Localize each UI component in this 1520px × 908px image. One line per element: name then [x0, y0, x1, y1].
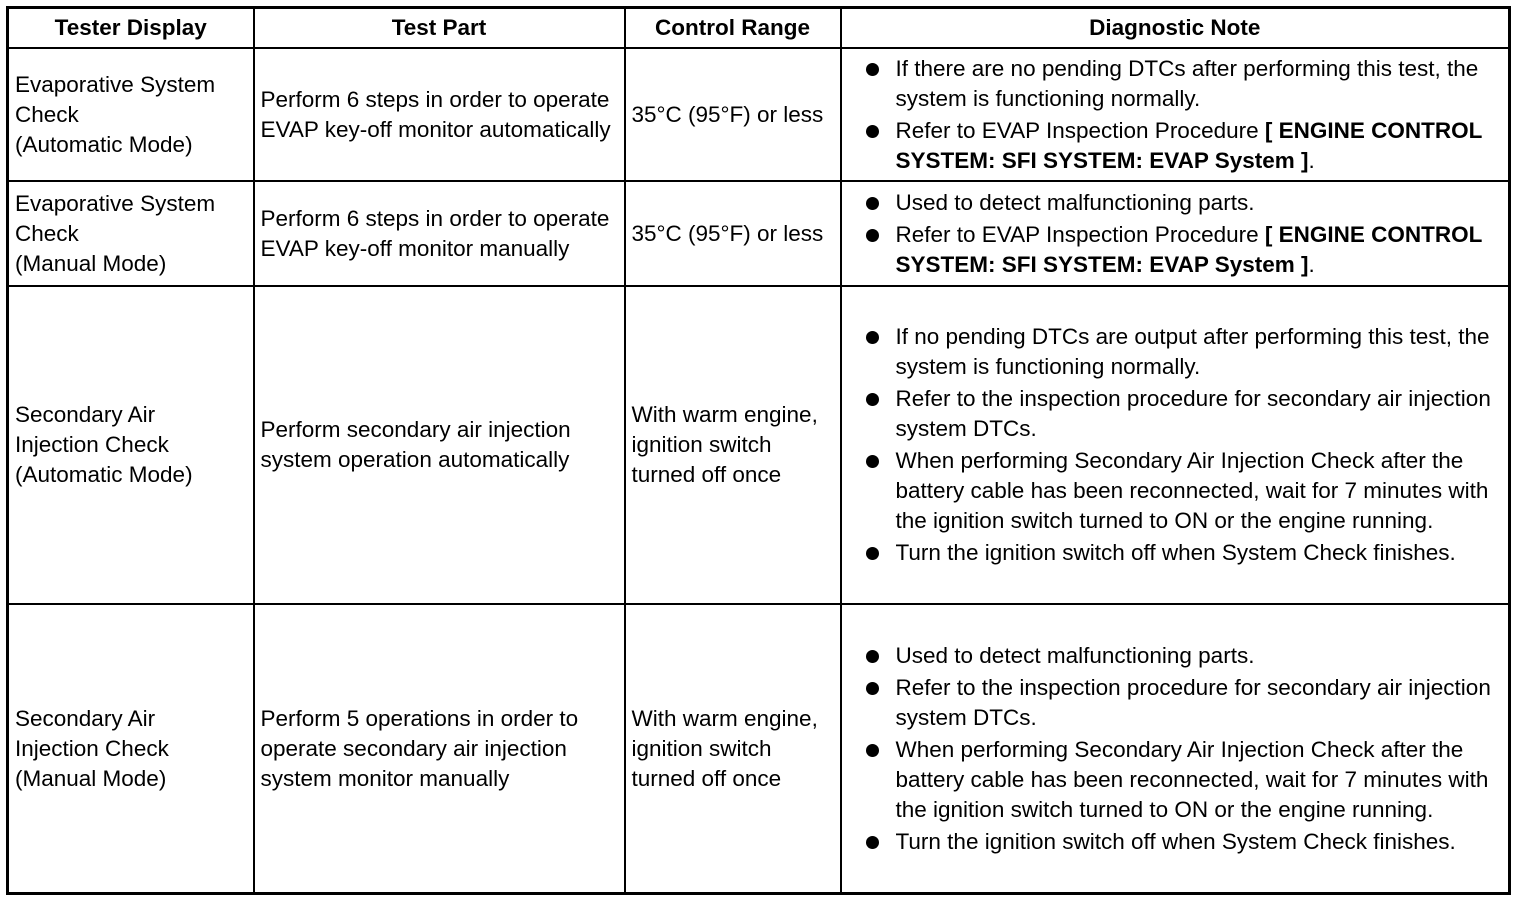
note-item: [848, 322, 1503, 382]
note-text-suffix: .: [1308, 251, 1315, 277]
tester-display-cell: Secondary Air Injection Check (Manual Mode): [8, 604, 254, 894]
note-text: Refer to the inspection procedure for secondary air injection system DTCs.: [895, 674, 1491, 730]
bullet-icon: [866, 547, 879, 560]
bullet-icon: [866, 229, 879, 242]
bullet-icon: [866, 331, 879, 344]
note-text: When performing Secondary Air Injection Check after the battery cable has been reconnected, wait for 7 minutes with the ignition switch turned to ON or the engine running.: [895, 448, 1489, 533]
note-text: If no pending DTCs are output after performing this test, the system is functioning normally.: [895, 324, 1490, 379]
diagnostic-note-cell: [841, 286, 1510, 604]
note-text: Refer to the inspection procedure for secondary air injection system DTCs.: [895, 386, 1491, 441]
bullet-icon: [866, 393, 879, 406]
note-text: If there are no pending DTCs after performing this test, the system is functioning normally.: [895, 55, 1479, 111]
table-row: [8, 48, 1510, 181]
note-text-suffix: .: [1308, 147, 1315, 173]
bullet-icon: [866, 650, 879, 663]
section-reference-link[interactable]: [ ENGINE CONTROL SYSTEM: SFI SYSTEM: EVAP System ]: [895, 221, 1482, 277]
bullet-icon: [866, 197, 879, 210]
note-text: Turn the ignition switch off when System Check finishes.: [895, 540, 1456, 565]
note-list: [848, 188, 1503, 280]
test-part-cell: Perform secondary air injection system operation automatically: [254, 286, 625, 604]
tester-display-cell: Evaporative System Check (Manual Mode): [8, 181, 254, 286]
note-list: [848, 641, 1503, 857]
bullet-icon: [866, 682, 879, 695]
control-range-cell: 35°C (95°F) or less: [625, 48, 841, 181]
note-text: Used to detect malfunctioning parts.: [895, 642, 1255, 668]
note-item: [848, 188, 1503, 218]
header-control-range: Control Range: [625, 8, 841, 49]
bullet-icon: [866, 744, 879, 757]
header-row: [8, 8, 1510, 49]
note-item: [848, 827, 1503, 857]
diagnostic-note-cell: [841, 48, 1510, 181]
table-row: [8, 286, 1510, 604]
bullet-icon: [866, 63, 879, 76]
test-part-cell: Perform 6 steps in order to operate EVAP key-off monitor automatically: [254, 48, 625, 181]
table-row: [8, 181, 1510, 286]
diagnostic-table: [6, 6, 1511, 895]
note-item: [848, 220, 1503, 280]
note-item: [848, 641, 1503, 671]
header-tester-display: Tester Display: [8, 8, 254, 49]
section-reference-link[interactable]: [ ENGINE CONTROL SYSTEM: SFI SYSTEM: EVAP System ]: [895, 117, 1482, 173]
note-text: Used to detect malfunctioning parts.: [895, 189, 1255, 215]
control-range-cell: 35°C (95°F) or less: [625, 181, 841, 286]
test-part-cell: Perform 5 operations in order to operate secondary air injection system monitor manually: [254, 604, 625, 894]
note-list: [848, 322, 1503, 568]
control-range-cell: With warm engine, ignition switch turned off once: [625, 604, 841, 894]
control-range-cell: With warm engine, ignition switch turned off once: [625, 286, 841, 604]
note-list: [848, 54, 1503, 176]
note-text: Refer to EVAP Inspection Procedure: [895, 117, 1265, 143]
header-diagnostic-note: Diagnostic Note: [841, 8, 1510, 49]
tester-display-cell: Evaporative System Check (Automatic Mode): [8, 48, 254, 181]
note-text: Turn the ignition switch off when System Check finishes.: [895, 828, 1456, 854]
note-text: When performing Secondary Air Injection Check after the battery cable has been reconnected, wait for 7 minutes with the ignition switch turned to ON or the engine running.: [895, 736, 1489, 822]
note-item: [848, 538, 1503, 568]
note-item: [848, 116, 1503, 176]
note-item: [848, 384, 1503, 444]
bullet-icon: [866, 125, 879, 138]
test-part-cell: Perform 6 steps in order to operate EVAP key-off monitor manually: [254, 181, 625, 286]
bullet-icon: [866, 455, 879, 468]
diagnostic-note-cell: [841, 181, 1510, 286]
note-item: [848, 54, 1503, 114]
tester-display-cell: Secondary Air Injection Check (Automatic Mode): [8, 286, 254, 604]
header-test-part: Test Part: [254, 8, 625, 49]
table-row: [8, 604, 1510, 894]
note-item: [848, 735, 1503, 825]
bullet-icon: [866, 836, 879, 849]
note-text: Refer to EVAP Inspection Procedure: [895, 221, 1265, 247]
note-item: [848, 673, 1503, 733]
note-item: [848, 446, 1503, 536]
diagnostic-note-cell: [841, 604, 1510, 894]
